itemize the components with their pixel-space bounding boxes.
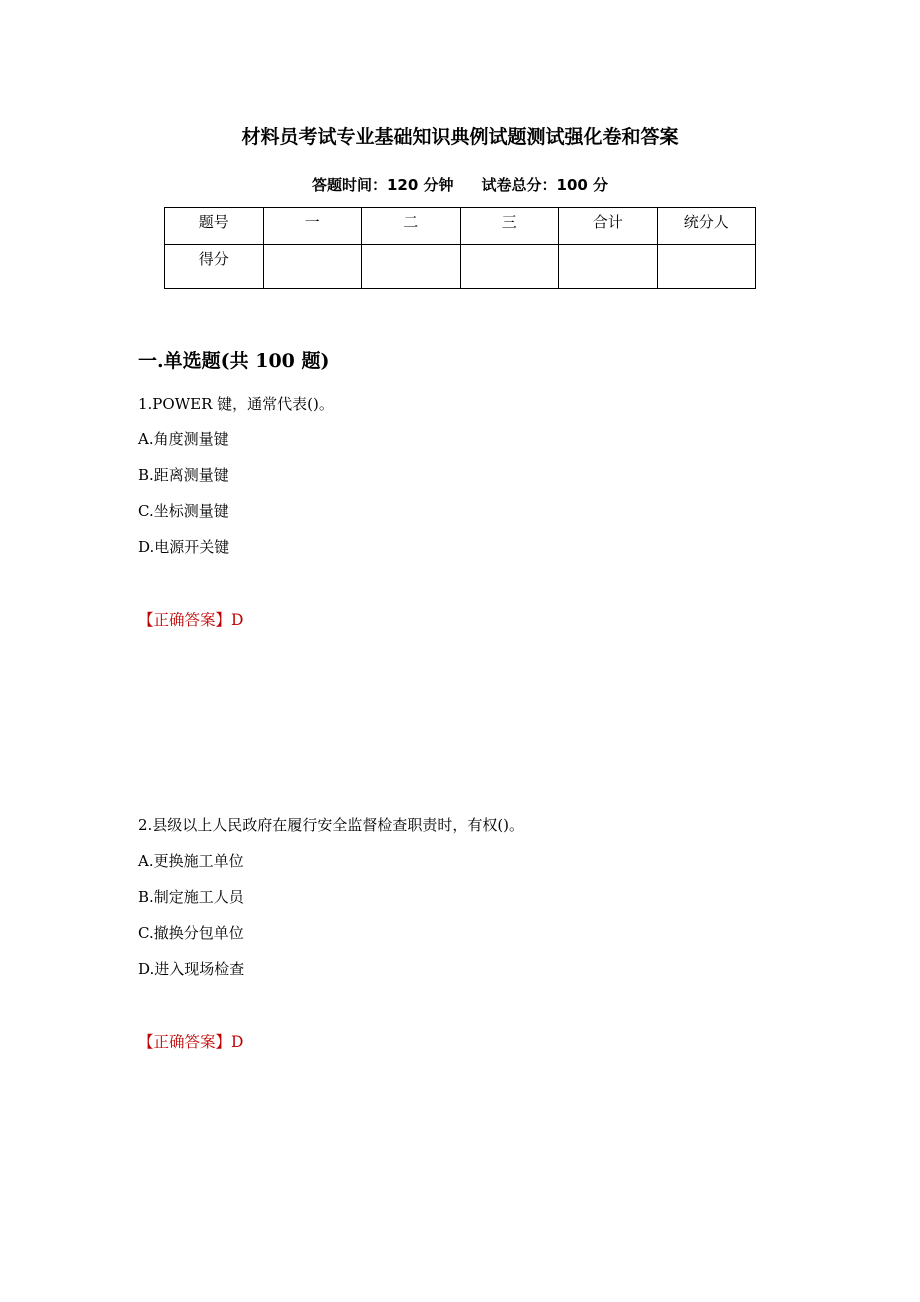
- score-cell: [559, 245, 658, 289]
- score-label: 试卷总分：100 分: [481, 176, 609, 194]
- question-option: D.进入现场检查: [138, 960, 245, 978]
- correct-answer: 【正确答案】D: [138, 1033, 244, 1051]
- score-table-header-cell: 题号: [165, 208, 264, 245]
- section-heading: 一.单选题(共 100 题): [138, 350, 330, 372]
- question-option: D.电源开关键: [138, 538, 230, 556]
- score-row-label: 得分: [165, 245, 264, 289]
- question-option: C.坐标测量键: [138, 502, 229, 520]
- correct-answer: 【正确答案】D: [138, 611, 244, 629]
- score-table-header-cell: 三: [460, 208, 559, 245]
- question-stem: 2.县级以上人民政府在履行安全监督检查职责时，有权()。: [138, 816, 525, 834]
- question-option: A.更换施工单位: [138, 852, 244, 870]
- question-option: B.距离测量键: [138, 466, 229, 484]
- question-option: C.撤换分包单位: [138, 924, 244, 942]
- score-cell: [263, 245, 362, 289]
- score-table: [164, 207, 756, 289]
- score-table-header-cell: 二: [362, 208, 461, 245]
- time-label: 答题时间：120 分钟: [311, 176, 454, 194]
- score-cell: [460, 245, 559, 289]
- question-stem: 1.POWER 键，通常代表()。: [138, 395, 334, 413]
- score-table-header-cell: 统分人: [657, 208, 756, 245]
- score-table-header-cell: 一: [263, 208, 362, 245]
- question-option: B.制定施工人员: [138, 888, 244, 906]
- score-table-header-row: [165, 208, 756, 245]
- score-table-header-cell: 合计: [559, 208, 658, 245]
- question-option: A.角度测量键: [138, 430, 229, 448]
- score-table-score-row: [165, 245, 756, 289]
- document-title: 材料员考试专业基础知识典例试题测试强化卷和答案: [241, 126, 679, 148]
- exam-meta: [0, 174, 920, 195]
- score-cell: [657, 245, 756, 289]
- score-cell: [362, 245, 461, 289]
